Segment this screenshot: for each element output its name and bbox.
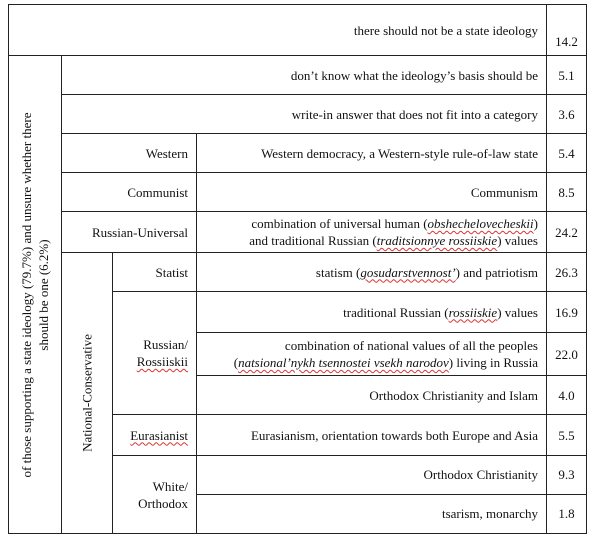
row-value-orthodox-christianity: 9.3 <box>547 456 587 495</box>
category-statist: Statist <box>113 253 197 292</box>
table-row <box>9 212 587 253</box>
side-label-line1: of those supporting a state ideology (79.7%) and unsure whether there <box>19 112 34 478</box>
row-value-orthodox-islam: 4.0 <box>547 376 587 415</box>
row-label-orthodox-christianity: Orthodox Christianity <box>197 456 547 495</box>
row-value-tsarism: 1.8 <box>547 494 587 533</box>
term-rossiiskie: rossiiskie <box>448 304 498 320</box>
row-value-no-ideology: 14.2 <box>547 5 587 56</box>
row-value-national-values: 22.0 <box>547 333 587 376</box>
row-label-dont-know: don’t know what the ideology’s basis should be <box>62 56 547 95</box>
category-line: Rossiiskii <box>136 354 188 370</box>
category-white-orthodox <box>113 456 197 534</box>
row-label-orthodox-islam: Orthodox Christianity and Islam <box>197 376 547 415</box>
row-label-traditional-russian <box>197 292 547 333</box>
text-fragment: ( <box>233 355 239 371</box>
category-eurasianist <box>113 415 197 456</box>
row-label-communist: Communism <box>197 173 547 212</box>
group-label-national-conservative <box>62 253 113 534</box>
row-value-write-in: 3.6 <box>547 95 587 134</box>
row-label-statist <box>197 253 547 292</box>
row-label-write-in: write-in answer that does not fit into a category <box>62 95 547 134</box>
row-label-russian-universal <box>197 212 547 253</box>
row-value-russian-universal: 24.2 <box>547 212 587 253</box>
row-value-dont-know: 5.1 <box>547 56 587 95</box>
term-natsionalnykh: natsional’nykh tsennostei vsekh narodov <box>238 355 449 371</box>
row-value-western: 5.4 <box>547 134 587 173</box>
text-fragment: and traditional Russian ( <box>249 233 377 249</box>
text-fragment: combination of national values of all the peoples <box>284 338 538 354</box>
text-fragment: traditional Russian ( <box>343 304 449 320</box>
category-western: Western <box>62 134 197 173</box>
row-label-western: Western democracy, a Western-style rule-of-law state <box>197 134 547 173</box>
text-fragment: ) values <box>497 233 538 249</box>
table-row <box>9 56 587 95</box>
text-fragment: statism ( <box>315 264 361 280</box>
text-fragment: ) <box>533 216 538 232</box>
table-row <box>9 95 587 134</box>
table-row <box>9 5 587 56</box>
row-label-eurasianist: Eurasianism, orientation towards both Europe and Asia <box>197 415 547 456</box>
category-communist: Communist <box>62 173 197 212</box>
category-line: Eurasianist <box>130 427 188 443</box>
national-conservative-label: National-Conservative <box>79 334 95 452</box>
row-label-national-values <box>197 333 547 376</box>
table-row <box>9 134 587 173</box>
term-obshechelovecheskii: obshechelovecheskii <box>427 216 534 232</box>
term-traditsionnye-rossiiskie: traditsionnye rossiiskie <box>376 233 498 249</box>
text-fragment: ) values <box>497 304 538 320</box>
row-value-communist: 8.5 <box>547 173 587 212</box>
row-value-eurasianist: 5.5 <box>547 415 587 456</box>
category-russian-universal: Russian-Universal <box>62 212 197 253</box>
category-line: White/ <box>152 478 188 494</box>
row-value-traditional-russian: 16.9 <box>547 292 587 333</box>
table-row <box>9 173 587 212</box>
side-label-line2: should be one (6.2%) <box>36 239 51 351</box>
ideology-survey-table <box>8 4 587 534</box>
table-row <box>9 253 587 292</box>
row-value-statist: 26.3 <box>547 253 587 292</box>
text-fragment: combination of universal human ( <box>251 216 428 232</box>
row-label-no-ideology: there should not be a state ideology <box>9 5 547 56</box>
side-label-supporters <box>9 56 62 534</box>
category-russian-rossiiskii <box>113 292 197 415</box>
term-gosudarstvennost: gosudarstvennost’ <box>360 264 456 280</box>
category-line: Orthodox <box>138 495 188 511</box>
category-line: Russian/ <box>143 337 188 353</box>
text-fragment: ) and patriotism <box>455 264 538 280</box>
row-label-tsarism: tsarism, monarchy <box>197 494 547 533</box>
text-fragment: ) living in Russia <box>448 355 538 371</box>
